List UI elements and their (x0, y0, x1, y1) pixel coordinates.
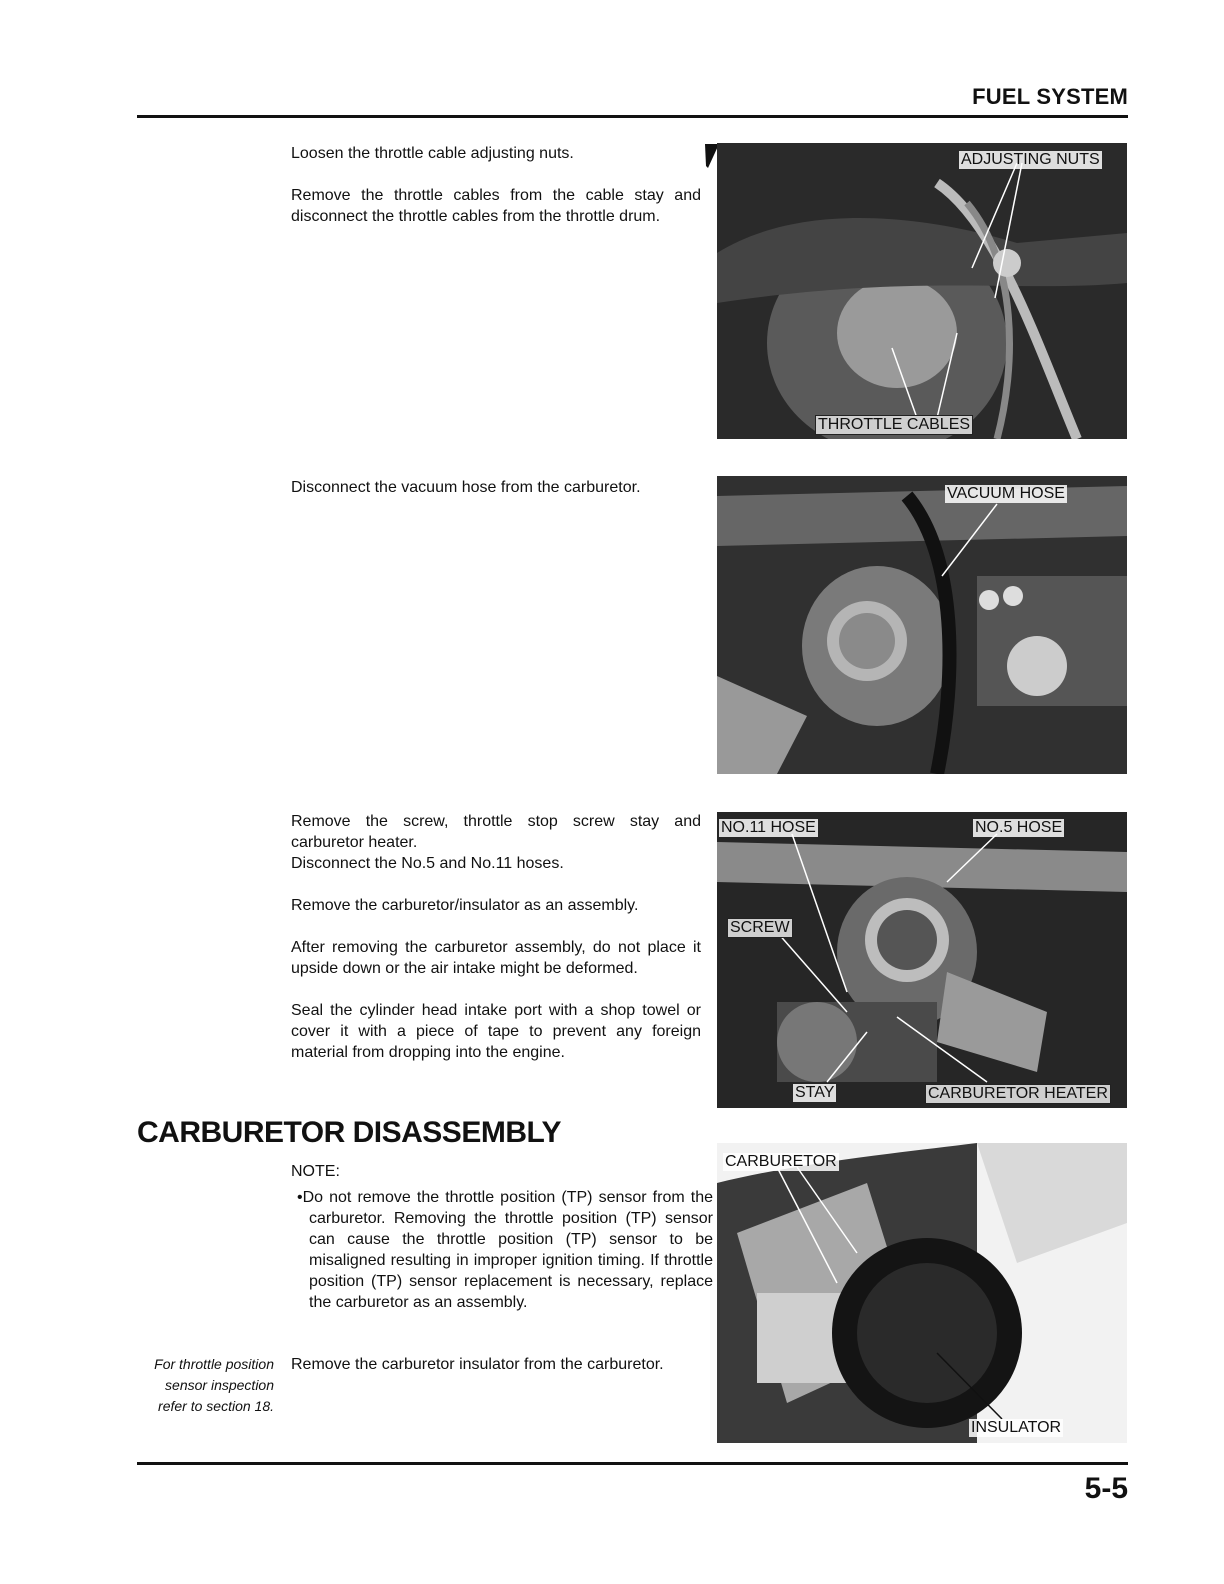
steps-block-4 (291, 1354, 701, 1396)
label-screw: SCREW (727, 918, 793, 938)
step-text: After removing the carburetor assembly, do not place it upside down or the air intake might be deformed. (291, 939, 701, 977)
page-number: 5-5 (1084, 1472, 1128, 1505)
side-note: For throttle position sensor inspection refer to section 18. (154, 1356, 274, 1414)
label-carburetor-heater: CARBURETOR HEATER (925, 1084, 1111, 1104)
label-throttle-cables: THROTTLE CABLES (815, 415, 973, 435)
step-text: Disconnect the No.5 and No.11 hoses. (291, 855, 564, 872)
footer-rule (137, 1462, 1128, 1465)
label-carburetor: CARBURETOR (725, 1153, 837, 1170)
photo-throttle-cables (717, 143, 1127, 439)
note-label: NOTE: (291, 1163, 340, 1180)
photo-carburetor-insulator (717, 1143, 1127, 1443)
label-stay: STAY (795, 1084, 835, 1101)
step-text: Seal the cylinder head intake port with a shop towel or cover it with a piece of tape to prevent any foreign material from dropping into the engine. (291, 1002, 701, 1061)
photo-carburetor-heater (717, 812, 1127, 1108)
step-text: Loosen the throttle cable adjusting nuts. (291, 145, 574, 162)
steps-block-2 (291, 477, 701, 519)
label-no5-hose: NO.5 HOSE (975, 819, 1063, 836)
header-rule (137, 115, 1128, 118)
label-vacuum-hose: VACUUM HOSE (947, 485, 1065, 502)
step-text: Remove the carburetor insulator from the carburetor. (291, 1356, 664, 1373)
steps-block-1 (291, 143, 701, 248)
note-text: Do not remove the throttle position (TP) sensor from the carburetor. Removing the throttle position (TP) sensor can cause the throttle position (TP) sensor to be misaligned resulting in improper ignition timing. If throttle position (TP) sensor replacement is necessary, replace the carburetor as an assembly. (302, 1189, 713, 1311)
bullet-icon: • (297, 1189, 303, 1206)
note-item (297, 1187, 713, 1313)
step-text: Remove the throttle cables from the cable stay and disconnect the throttle cables from the throttle drum. (291, 187, 701, 225)
section-heading: CARBURETOR DISASSEMBLY (137, 1116, 562, 1149)
label-insulator: INSULATOR (971, 1419, 1062, 1436)
label-adjusting-nuts: ADJUSTING NUTS (961, 151, 1100, 168)
steps-block-3 (291, 811, 701, 1084)
section-title: FUEL SYSTEM (972, 84, 1128, 109)
photo-vacuum-hose (717, 476, 1127, 774)
step-text: Remove the screw, throttle stop screw stay and carburetor heater. (291, 813, 701, 851)
step-text: Disconnect the vacuum hose from the carburetor. (291, 479, 641, 496)
label-no11-hose: NO.11 HOSE (721, 819, 816, 836)
step-text: Remove the carburetor/insulator as an assembly. (291, 897, 639, 914)
